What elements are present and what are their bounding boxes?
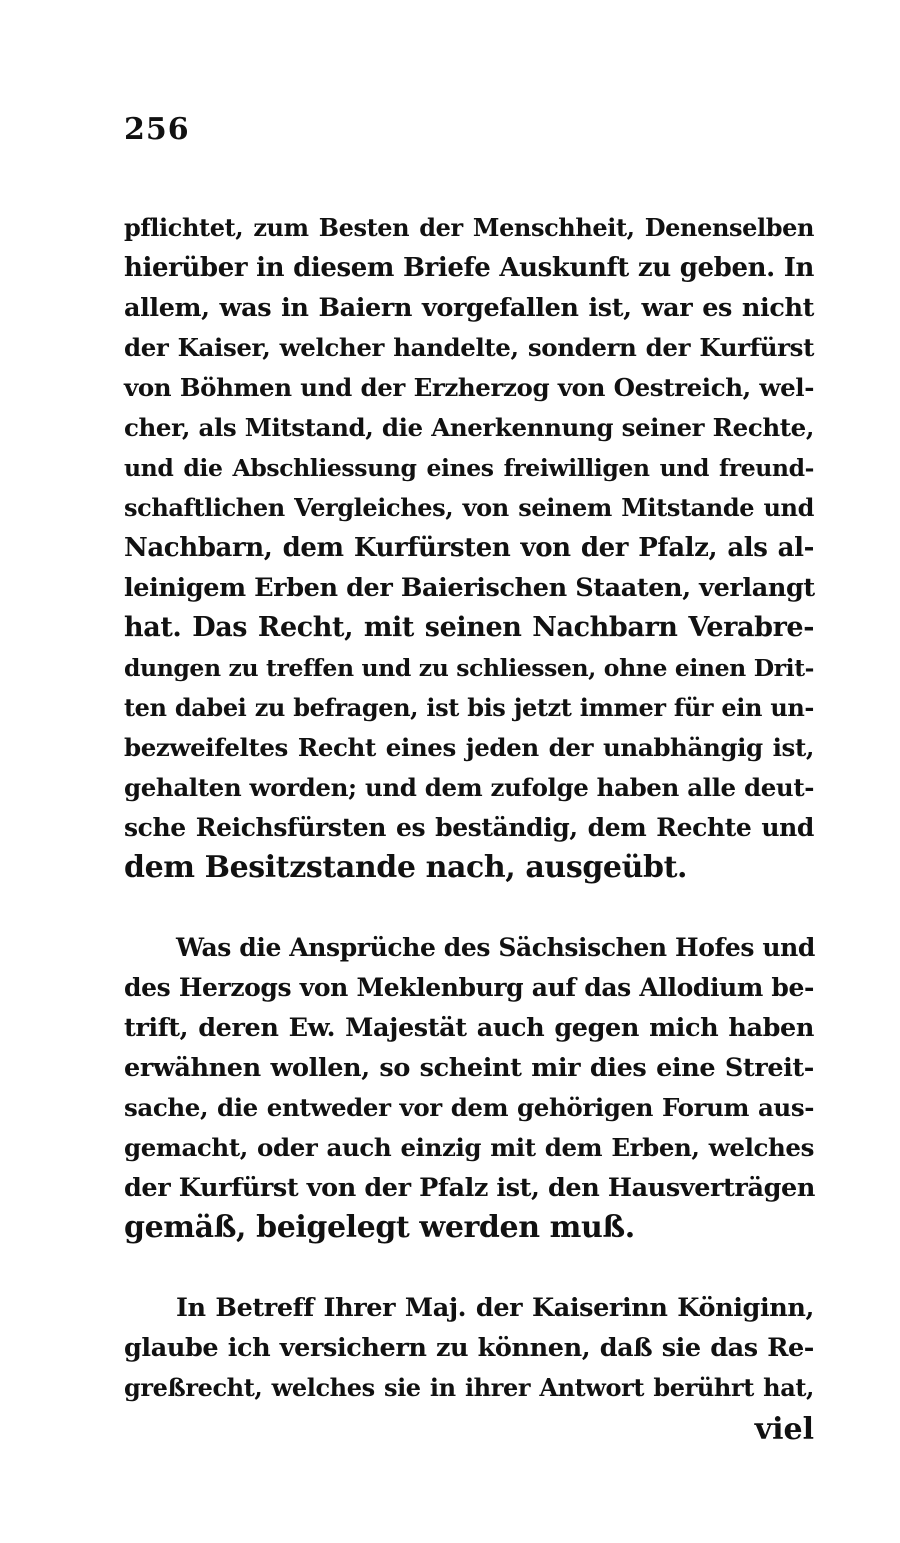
text-line: der Kurfürst von der Pfalz ist, den Hausverträgen bbox=[124, 1173, 815, 1203]
text-line: und die Abschliessung eines freiwilligen und freund- bbox=[124, 454, 814, 482]
text-line: bezweifeltes Recht eines jeden der unabhängig ist, bbox=[124, 733, 814, 762]
page-number: 256 bbox=[124, 112, 190, 147]
text-line: erwähnen wollen, so scheint mir dies eine Streit- bbox=[124, 1053, 814, 1083]
text-line: greßrecht, welches sie in ihrer Antwort berührt hat, bbox=[124, 1373, 814, 1402]
text-line: pflichtet, zum Besten der Menschheit, Denenselben bbox=[124, 213, 814, 242]
text-line: schaftlichen Vergleiches, von seinem Mitstande und bbox=[124, 493, 814, 522]
text-line: allem, was in Baiern vorgefallen ist, war es nicht bbox=[124, 293, 814, 323]
text-line: gemacht, oder auch einzig mit dem Erben, welches bbox=[124, 1133, 814, 1162]
text-line: cher, als Mitstand, die Anerkennung seiner Rechte, bbox=[124, 413, 814, 442]
text-line: dungen zu treffen und zu schliessen, ohne einen Drit- bbox=[124, 654, 814, 682]
text-line: sache, die entweder vor dem gehörigen Forum aus- bbox=[124, 1093, 814, 1122]
text-line: gemäß, beigelegt werden muß. bbox=[124, 1210, 635, 1245]
text-line: ten dabei zu befragen, ist bis jetzt immer für ein un- bbox=[124, 693, 814, 722]
text-line: hierüber in diesem Briefe Auskunft zu geben. In bbox=[124, 253, 814, 283]
text-line: Was die Ansprüche des Sächsischen Hofes und bbox=[176, 933, 815, 962]
text-line: des Herzogs von Meklenburg auf das Allodium be- bbox=[124, 973, 814, 1002]
text-line: dem Besitzstande nach, ausgeübt. bbox=[124, 850, 688, 885]
text-line: hat. Das Recht, mit seinen Nachbarn Verabre- bbox=[124, 612, 814, 643]
text-line: Nachbarn, dem Kurfürsten von der Pfalz, als al- bbox=[124, 533, 814, 563]
text-line: leinigem Erben der Baierischen Staaten, verlangt bbox=[124, 573, 815, 603]
text-line: trift, deren Ew. Majestät auch gegen mich haben bbox=[124, 1013, 814, 1043]
text-line: sche Reichsfürsten es beständig, dem Rechte und bbox=[124, 813, 814, 842]
catchword: viel bbox=[754, 1412, 814, 1447]
text-line: glaube ich versichern zu können, daß sie das Re- bbox=[124, 1333, 814, 1363]
text-line: In Betreff Ihrer Maj. der Kaiserinn Königinn, bbox=[176, 1293, 814, 1323]
text-line: gehalten worden; und dem zufolge haben alle deut- bbox=[124, 773, 814, 802]
text-line: der Kaiser, welcher handelte, sondern der Kurfürst bbox=[124, 333, 814, 362]
text-line: von Böhmen und der Erzherzog von Oestreich, wel- bbox=[124, 373, 814, 402]
